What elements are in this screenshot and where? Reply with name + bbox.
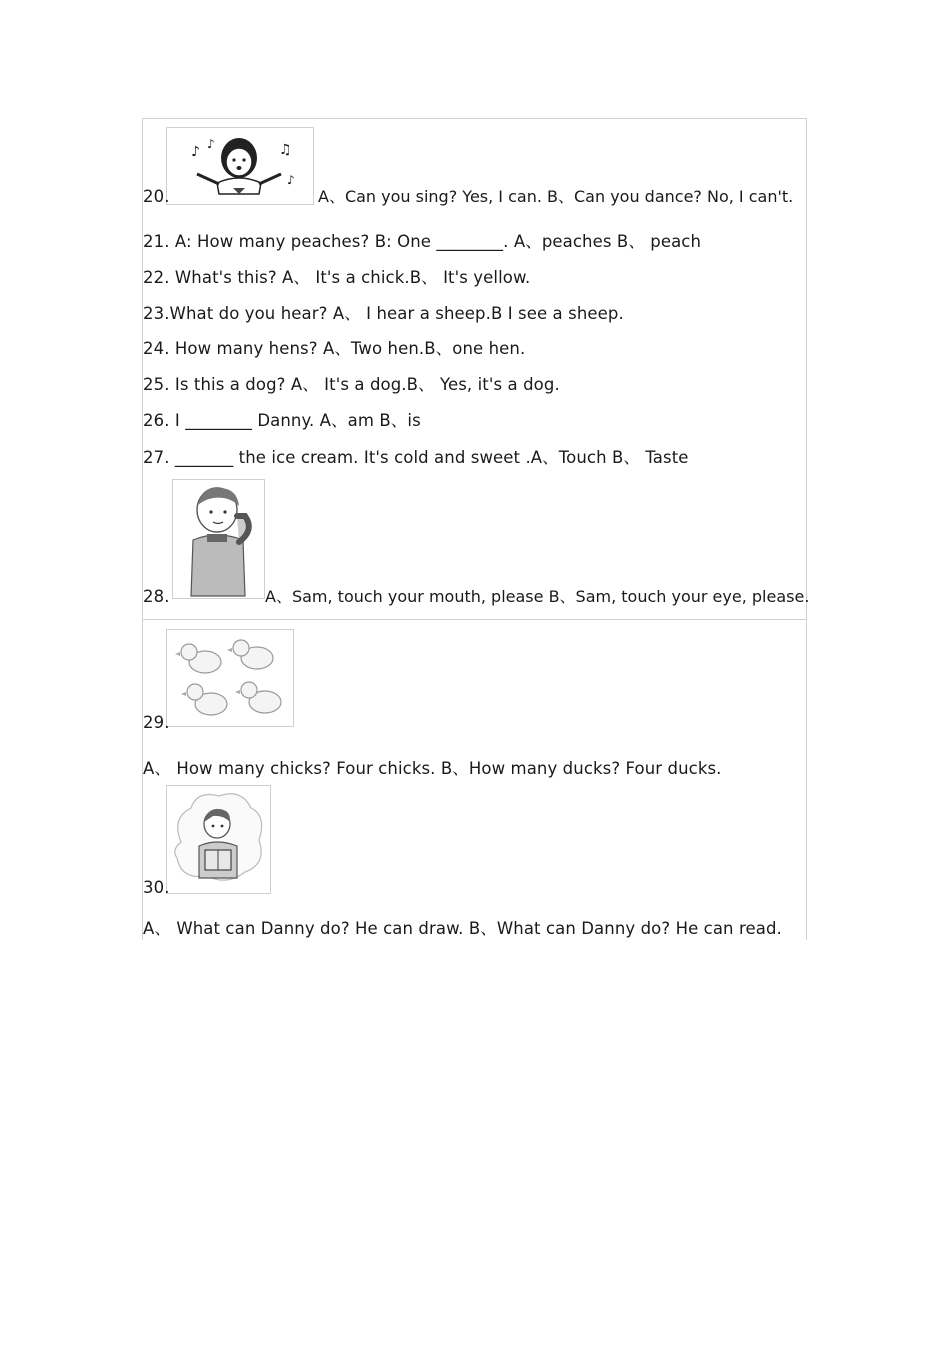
girl-singing-icon xyxy=(167,128,313,204)
question-30-number: 30. xyxy=(143,878,170,897)
question-20-number: 20. xyxy=(143,187,170,206)
question-26: 26. I ________ Danny. A、am B、is xyxy=(143,411,421,430)
question-23: 23.What do you hear? A、 I hear a sheep.B I see a sheep. xyxy=(143,304,624,323)
svg-text:♪: ♪ xyxy=(207,137,215,151)
question-28-options: A、Sam, touch your mouth, please B、Sam, touch your eye, please. xyxy=(265,587,810,606)
boy-touching-face-icon xyxy=(173,480,264,598)
boy-reading-image xyxy=(166,785,271,894)
question-28-number: 28. xyxy=(143,587,170,606)
question-25: 25. Is this a dog? A、 It's a dog.B、 Yes, it's a dog. xyxy=(143,375,560,394)
four-ducks-icon xyxy=(167,630,293,726)
boy-reading-icon xyxy=(167,786,270,893)
four-ducks-image xyxy=(166,629,294,727)
question-30-options: A、 What can Danny do? He can draw. B、What can Danny do? He can read. xyxy=(143,919,782,938)
frame-right-line xyxy=(806,118,807,940)
question-21: 21. A: How many peaches? B: One ________. A、peaches B、 peach xyxy=(143,232,702,251)
question-24: 24. How many hens? A、Two hen.B、one hen. xyxy=(143,339,526,358)
girl-singing-image xyxy=(166,127,314,205)
boy-touching-face-image xyxy=(172,479,265,599)
frame-mid-line xyxy=(142,619,807,620)
svg-text:♫: ♫ xyxy=(279,142,292,158)
svg-text:♪: ♪ xyxy=(191,144,200,160)
question-22: 22. What's this? A、 It's a chick.B、 It's yellow. xyxy=(143,268,531,287)
question-29-number: 29. xyxy=(143,713,170,732)
question-20-options: A、Can you sing? Yes, I can. B、Can you dance? No, I can't. xyxy=(318,187,794,206)
frame-top-line xyxy=(142,118,807,119)
question-29-options: A、 How many chicks? Four chicks. B、How many ducks? Four ducks. xyxy=(143,759,722,778)
question-27: 27. _______ the ice cream. It's cold and sweet .A、Touch B、 Taste xyxy=(143,448,689,467)
svg-text:♪: ♪ xyxy=(287,173,295,187)
